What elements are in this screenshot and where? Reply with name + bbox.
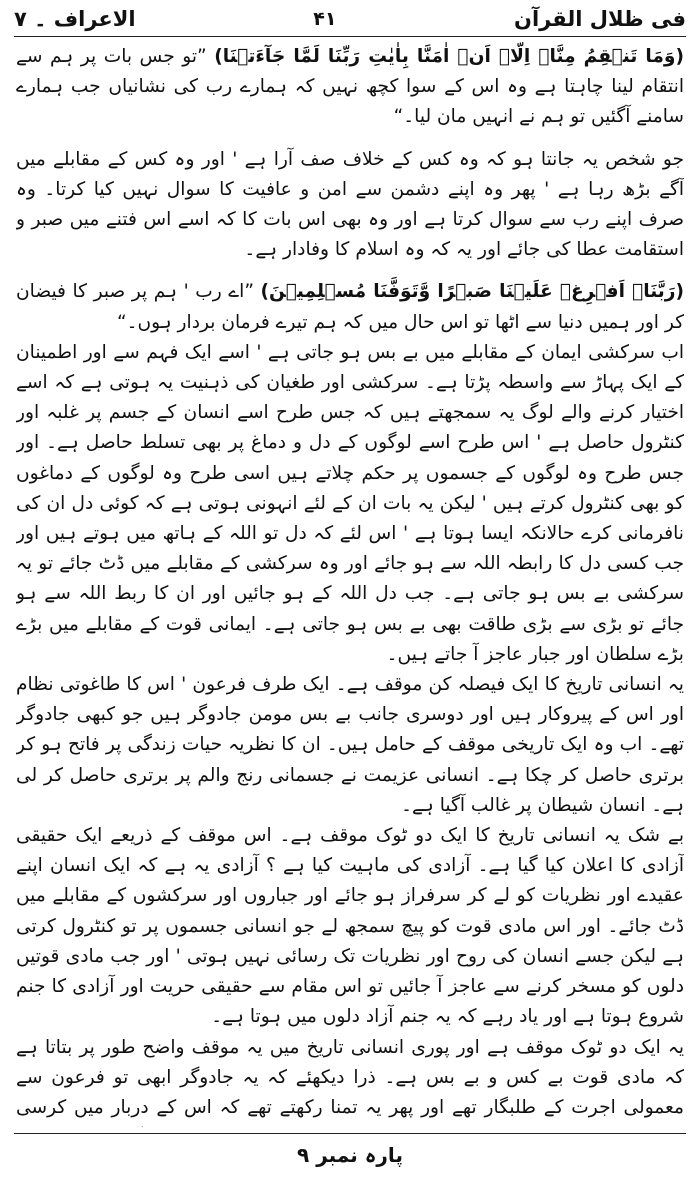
page-body (16, 42, 684, 1127)
paragraph-text: بے شک یہ انسانی تاریخ کا ایک دو ٹوک موقف ہے۔ اس موقف کے ذریعے ایک حقیقی آزادی کا اعلان کیا گیا ہے۔ آزادی کی ماہیت کیا ہے ؟ آزادی یہ ہے کہ ایک انسان اپنے عقیدے اور نظریات کو لے کر سرفراز ہو جائے اور جباروں اور سرکشوں کے مقابلے میں ڈٹ جائے۔ اور اس مادی قوت کو پیچ سمجھ لے جو انسانی جسموں پر تو کنٹرول کرتی ہے لیکن جسے انسان کی روح اور نظریات تک رسائی نہیں ہوتی ' اور جب مادی قوتیں دلوں کو مسخر کرنے سے عاجز آ جائیں تو اس مقام سے حقیقی حریت اور آزادی کا جنم شروع ہوتا ہے اور یاد رہے کہ یہ جنم آزاد دلوں میں ہوتا ہے۔ (16, 825, 684, 1028)
footer-divider (14, 1133, 686, 1134)
header-divider (14, 36, 686, 37)
paragraph (16, 145, 684, 266)
paragraph (16, 1033, 684, 1128)
quran-verse: (وَمَا تَنۡقِمُ مِنَّاۤ اِلَّاۤ اَنۡ اٰمَنَّا بِاٰيٰتِ رَبِّنَا لَمَّا جَآءَتۡنَا) (214, 46, 684, 67)
book-title: فی ظلال القرآن (514, 7, 686, 31)
quran-verse: (رَبَّنَاۤ اَفۡرِغۡ عَلَيۡنَا صَبۡرًا وَّتَوَفَّنَا مُسۡلِمِيۡنَ) (260, 281, 684, 303)
paragraph (16, 670, 684, 821)
page-header (14, 2, 686, 36)
paragraph-text: یہ ایک دو ٹوک موقف ہے اور پوری انسانی تاریخ میں یہ موقف واضح طور پر بتاتا ہے کہ مادی قوت بے کس و بے بس ہے۔ ذرا دیکھئے کہ یہ جادوگر ابھی تو فرعون سے معمولی اجرت کے طلبگار تھے اور پھر یہ تمنا رکھتے تھے کہ اس کے دربار میں کرسی (16, 1036, 684, 1118)
surah-title: الاعراف ۔ ۷ (14, 7, 136, 31)
paragraph (16, 42, 684, 133)
paragraph (16, 338, 684, 670)
paragraph-text: اب سرکشی ایمان کے مقابلے میں بے بس ہو جاتی ہے ' اسے ایک فہم سے اور اطمینان کے ایک پہاڑ سے واسطہ پڑتا ہے۔ سرکشی اور طغیان کی ذہنیت یہ ہوتی ہے کہ اسے اختیار کرنے والے لوگ یہ سمجھتے ہیں کہ جس طرح اسے انسان کے جسم پر غلبہ اور کنٹرول حاصل ہے ' اس طرح اسے لوگوں کے دل و دماغ پر بھی تسلط حاصل ہے۔ اور جس طرح وہ لوگوں کے جسموں پر حکم چلاتے ہیں اسی طرح وہ لوگوں کے دماغوں کو بھی کنٹرول کرتے ہیں ' لیکن یہ بات ان کے لئے انہونی ہوتی ہے کہ کوئی دل ان کی نافرمانی کرے حالانکہ ایسا ہوتا ہے ' اس لئے کہ دل تو اللہ کے ہاتھ میں ہوتے ہیں اور جب کسی دل کا رابطہ اللہ سے ہو جائے اور وہ سرکشی کے مقابلے میں ڈٹ جائے تو یہ سرکشی بے بس ہو جاتی ہے۔ جب دل اللہ کے ہو جائیں اور ان کا ربط اللہ سے ہو جائے تو بڑی سے بڑی طاقت بھی بے بس ہو جاتی ہے۔ ایمانی قوت کے مقابلے میں بڑے بڑے سلطان اور جبار عاجز آ جاتے ہیں۔ (16, 341, 684, 665)
paragraph (16, 277, 684, 337)
paragraph-text: یہ انسانی تاریخ کا ایک فیصلہ کن موقف ہے۔ ایک طرف فرعون ' اس کا طاغوتی نظام اور اس کے پیروکار ہیں اور دوسری جانب بے بس مومن جادوگر ہیں جو کبھی جادوگر تھے۔ اب وہ ایک تاریخی موقف کے حامل ہیں۔ ان کا نظریہ حیات زندگی پر فاتح ہو کر برتری حاصل کر چکا ہے۔ انسانی عزیمت نے جسمانی رنج والم پر برتری حاصل کر لی ہے۔ انسان شیطان پر غالب آگیا ہے۔ (16, 674, 684, 816)
para-label: پارہ نمبر ۹ (297, 1143, 403, 1167)
page-number: ۴۱ (313, 8, 337, 30)
paragraph-text: ”اے رب ' ہم پر صبر کا فیضان کر اور ہمیں دنیا سے اٹھا تو اس حال میں کہ ہم تیرے فرمان بردار ہوں۔“ (16, 281, 684, 333)
paragraph-text: ”تو جس بات پر ہم سے انتقام لینا چاہتا ہے وہ اس کے سوا کچھ نہیں کہ ہمارے رب کی نشانیاں جب ہمارے سامنے آگئیں تو ہم نے انہیں مان لیا۔“ (16, 46, 684, 128)
paragraph (16, 821, 684, 1032)
paragraph-text: جو شخص یہ جانتا ہو کہ وہ کس کے خلاف صف آرا ہے ' اور وہ کس کے مقابلے میں آگے بڑھ رہا ہے ' پھر وہ اپنے دشمن سے امن و عافیت کا سوال نہیں کیا کرتا۔ وہ صرف اپنے رب سے سوال کرتا ہے اور وہ بھی اس بات کا کہ اسے اس فتنے میں صبر و استقامت عطا کی جائے اور یہ کہ وہ اسلام کا وفادار ہے۔ (16, 148, 684, 261)
